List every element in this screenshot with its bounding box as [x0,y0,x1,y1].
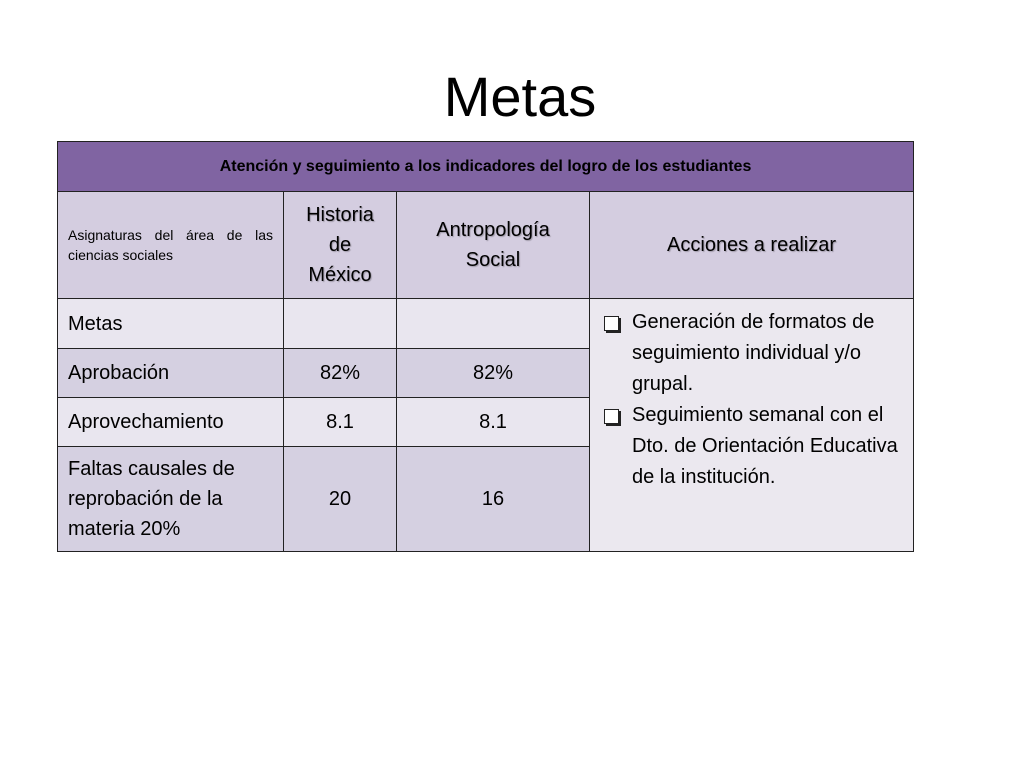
action-item [600,400,903,493]
row-label-aprobacion: Aprobación [58,349,284,398]
action-text: Generación de formatos de seguimiento individual y/o grupal. [632,311,875,395]
row-label-aprovechamiento: Aprovechamiento [58,398,284,447]
row-label-faltas [58,447,284,552]
subjects-label: Asignaturas del área de las ciencias sociales [58,192,284,299]
row-label-line: materia 20% [68,518,181,540]
cell-value: 16 [397,447,590,552]
column-historia-line: Historia [306,204,374,226]
goals-table [57,141,914,552]
table-header: Atención y seguimiento a los indicadores del logro de los estudiantes [58,142,914,192]
cell-value: 8.1 [397,398,590,447]
table-subheader-row [58,192,914,299]
cell-value: 8.1 [284,398,397,447]
column-antropologia-line: Antropología [436,219,550,241]
actions-cell [590,299,914,552]
cell-value: 82% [284,349,397,398]
column-antropologia-social [397,192,590,299]
column-historia-line: de [328,234,352,256]
actions-list [600,307,903,493]
table-header-row [58,142,914,192]
cell-value: 20 [284,447,397,552]
cell-value [397,299,590,349]
table-row [58,299,914,349]
checkbox-bullet-icon [604,316,619,331]
column-antropologia-line: Social [465,249,521,271]
cell-value: 82% [397,349,590,398]
column-historia-de-mexico [284,192,397,299]
action-item [600,307,903,400]
row-label-metas: Metas [58,299,284,349]
checkbox-bullet-icon [604,409,619,424]
column-historia-line: México [308,264,372,286]
slide-title: Metas [443,65,597,128]
action-text: Seguimiento semanal con el Dto. de Orientación Educativa de la institución. [632,404,898,488]
cell-value [284,299,397,349]
column-acciones: Acciones a realizar [590,192,914,299]
row-label-line: reprobación de la [68,488,223,510]
row-label-line: Faltas causales de [68,458,235,480]
